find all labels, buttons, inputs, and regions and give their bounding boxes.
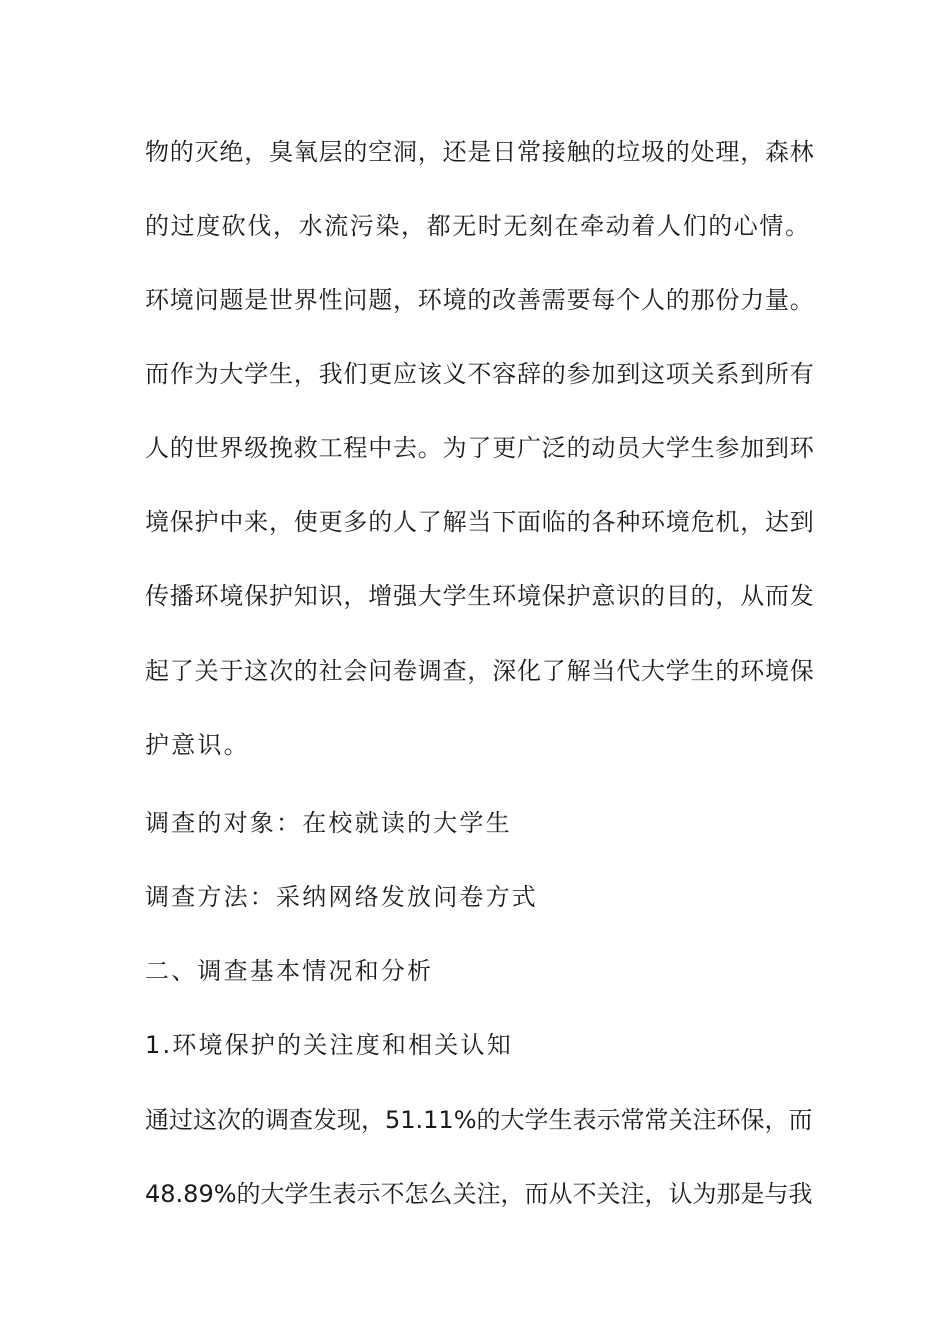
text-line: 起了关于这次的社会问卷调查，深化了解当代大学生的环境保 [145, 657, 815, 685]
subsection-heading: 1.环境保护的关注度和相关认知 [145, 1031, 513, 1059]
text-line: 物的灭绝，臭氧层的空洞，还是日常接触的垃圾的处理，森林 [145, 138, 815, 166]
text-line: 环境问题是世界性问题，环境的改善需要每个人的那份力量。 [145, 286, 815, 314]
survey-subject-line: 调查的对象：在校就读的大学生 [145, 809, 512, 837]
text-line: 的过度砍伐，水流污染，都无时无刻在牵动着人们的心情。 [145, 212, 811, 240]
text-line: 传播环境保护知识，增强大学生环境保护意识的目的，从而发 [145, 582, 815, 610]
text-line: 人的世界级挽救工程中去。为了更广泛的动员大学生参加到环 [145, 434, 815, 462]
text-line: 而作为大学生，我们更应该义不容辞的参加到这项关系到所有 [145, 360, 815, 388]
text-line: 境保护中来，使更多的人了解当下面临的各种环境危机，达到 [145, 508, 815, 536]
text-line: 通过这次的调查发现，51.11%的大学生表示常常关注环保，而 [145, 1106, 813, 1134]
text-line: 护意识。 [145, 731, 250, 759]
text-line: 48.89%的大学生表示不怎么关注，而从不关注，认为那是与我 [145, 1180, 813, 1208]
survey-method-line: 调查方法：采纳网络发放问卷方式 [145, 883, 538, 911]
section-heading: 二、调查基本情况和分析 [145, 957, 434, 985]
